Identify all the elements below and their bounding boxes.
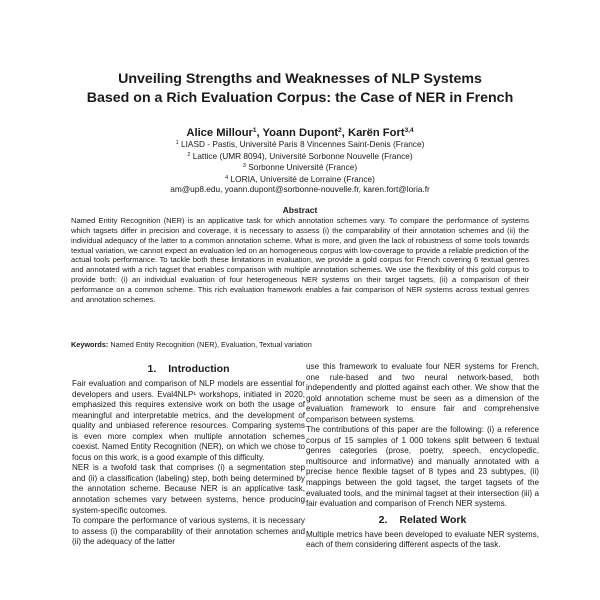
author-affiliation-marker: 2: [338, 127, 342, 134]
keywords-text: Named Entity Recognition (NER), Evaluation, Textual variation: [110, 340, 312, 349]
author-name: Yoann Dupont: [262, 127, 339, 139]
intro-paragraph-continued: use this framework to evaluate four NER systems for French, one rule-based and two neural network-based, both independently and plotted against each other. We show that the gold annotation scheme must be seen as a dimension of the evaluation framework to ensure fair and comprehensive comparison between systems.: [306, 362, 539, 424]
affiliation-4: [40, 173, 560, 185]
section-number: 1.: [147, 363, 157, 375]
author-affiliation-marker: 3,4: [404, 127, 414, 134]
author-affiliation-marker: 1: [252, 127, 257, 134]
author-separator: ,: [341, 127, 348, 139]
section-heading-introduction: [72, 362, 305, 376]
affiliation-text: LIASD - Pastis, Université Paris 8 Vincennes Saint-Denis (France): [181, 139, 425, 149]
abstract-heading: Abstract: [282, 205, 318, 215]
affiliation-number: 4: [225, 174, 229, 181]
author-emails[interactable]: am@up8.edu, yoann.dupont@sorbonne-nouvelle.fr, karen.fort@loria.fr: [170, 184, 430, 195]
affiliation-text: Sorbonne Université (France): [248, 162, 358, 173]
affiliation-2: [40, 150, 560, 162]
intro-paragraph-1: Fair evaluation and comparison of NLP models are essential for developers and users. Eval4NLP¹ workshops, initiated in 2020, emphasized this requires extensive work on both the usage of meaningful and interpretable metrics, and the development of quality and unbiased reference resources. Comparing systems is even more complex when multiple annotation schemes coexist. Named Entity Recognition (NER), on which we chose to focus on this work, is a good example of this difficulty.: [72, 379, 305, 462]
author-name: Alice Millour: [186, 127, 253, 139]
paper-title-line-1: Unveiling Strengths and Weaknesses of NLP Systems: [118, 71, 482, 87]
author-name: Karën Fort: [347, 127, 405, 139]
affiliation-text: Lattice (UMR 8094), Université Sorbonne Nouvelle (France): [192, 150, 413, 161]
intro-paragraph-3: To compare the performance of various systems, it is necessary to assess (i) the comparability of their annotation schemes and (ii) the adequacy of the latter: [72, 516, 305, 547]
intro-paragraph-2: NER is a twofold task that comprises (i) a segmentation step and (ii) a classification (labeling) step, both being determined by the annotation scheme. Because NER is an applicative task, annotation schemes vary between systems, hence producing system-specific outcomes.: [72, 463, 305, 515]
left-column: [72, 362, 305, 548]
affiliation-1: [40, 138, 560, 150]
affiliation-number: 2: [187, 151, 191, 158]
abstract-text: Named Entity Recognition (NER) is an applicative task for which annotation schemes vary. To compare the performance of systems which tagsets differ in precision and coverage, it is necessary to assess (i) the comparability of their annotation schemes and (ii) the individual adequacy of the latter to a common annotation scheme. What is more, and given the lack of robustness of some tools towards textual variation, we cannot expect an evaluation led on an homogeneous corpus with low-coverage to provide a reliable prediction of the actual tools performance. To tackle both these limitations in evaluation, we provide a gold corpus for French covering 6 textual genres and annotated with a rich tagset that enables comparison with multiple annotation schemes. We use the flexibility of this gold corpus to provide both: (i) an individual evaluation of four heterogeneous NER systems on their target tagsets, (ii) a comparison of their performance on a common scheme. This rich evaluation framework enables a fair comparison of NER systems across textual genres and annotation schemes.: [71, 216, 529, 304]
affiliation-text: LORIA, Université de Lorraine (France): [230, 173, 375, 184]
affiliation-number: 3: [242, 163, 246, 170]
section-title: Related Work: [399, 513, 467, 526]
section-number: 2.: [378, 513, 388, 526]
affiliation-3: [40, 161, 560, 173]
paper-title: [40, 70, 560, 108]
author-separator: ,: [256, 127, 263, 139]
affiliation-list: [40, 138, 560, 195]
related-work-paragraph: Multiple metrics have been developed to evaluate NER systems, each of them considering different aspects of the task.: [306, 529, 539, 550]
contributions-paragraph: The contributions of this paper are the following: (i) a reference corpus of 15 samples of 1 000 tokens split between 6 textual genres categories (prose, poetry, speech, encyclopedic, multisource and informative) and manually annotated with a precise hence flexible tagset of 8 types and 23 subtypes, (ii) mappings between the gold tagset, the target tagsets of the evaluated tools, and the minimal tagset at their intersection (iii) a fair evaluation and comparison of French NER systems.: [306, 425, 539, 509]
right-column: [306, 362, 539, 551]
section-title: Introduction: [168, 363, 230, 375]
paper-title-line-2: Based on a Rich Evaluation Corpus: the Case of NER in French: [86, 90, 514, 106]
keywords-label: Keywords:: [71, 340, 109, 349]
section-heading-related-work: [306, 513, 539, 527]
affiliation-number: 1: [175, 140, 179, 146]
keywords-line: [71, 340, 529, 350]
